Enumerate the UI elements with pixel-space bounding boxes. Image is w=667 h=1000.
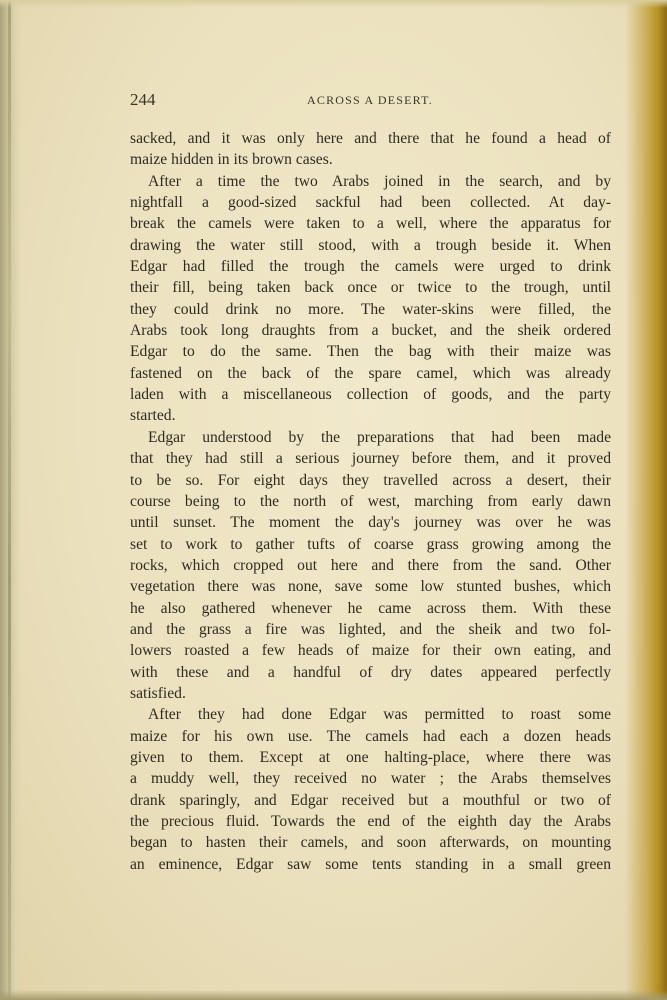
text-line: rocks, which cropped out here and there from the sand. Other [130,556,611,574]
page-number: 244 [130,90,156,109]
text-line: set to work to gather tufts of coarse grass growing among the [130,535,611,553]
text-line: nightfall a good-sized sackful had been collected. At day- [130,194,611,212]
text-line: that they had still a serious journey before them, and it proved [130,450,611,468]
text-line: sacked, and it was only here and there that he found a head of [130,130,611,147]
text-line: a muddy well, they received no water ; the Arabs themselves [130,770,611,788]
page-bottom-edge [0,990,667,1000]
page-header [130,90,610,114]
text-line: Edgar had filled the trough the camels were urged to drink [130,258,611,276]
text-line: drank sparingly, and Edgar received but a mouthful or two of [130,791,611,809]
text-line: the precious fluid. Towards the end of the eighth day the Arabs [130,813,611,830]
text-line: their fill, being taken back once or twice to the trough, until [130,279,611,297]
text-line: After they had done Edgar was permitted to roast some [148,706,611,724]
running-head: ACROSS A DESERT. [307,93,433,107]
text-line: vegetation there was none, save some low stunted bushes, which [130,578,611,596]
text-line: they could drink no more. The water-skins were filled, the [130,300,611,318]
text-line: began to hasten their camels, and soon afterwards, on mounting [130,834,611,852]
page-edge-stain [625,0,667,1000]
text-line: course being to the north of west, marching from early dawn [130,492,611,510]
binding-edge [8,0,11,1000]
text-line: Edgar to do the same. Then the bag with their maize was [130,343,611,361]
text-line: lowers roasted a few heads of maize for their own eating, and [130,642,611,660]
text-line: maize for his own use. The camels had each a dozen heads [130,727,611,745]
text-line: drawing the water still stood, with a trough beside it. When [130,236,611,254]
text-line: given to them. Except at one halting-place, where there was [130,748,611,766]
text-line: and the grass a fire was lighted, and the sheik and two fol- [130,620,611,638]
text-line: After a time the two Arabs joined in the search, and by [148,172,611,190]
text-line: maize hidden in its brown cases. [130,151,333,169]
text-line: an eminence, Edgar saw some tents standing in a small green [130,855,611,873]
text-line: Arabs took long draughts from a bucket, and the sheik ordered [130,322,611,340]
text-line: until sunset. The moment the day's journey was over he was [130,514,611,532]
text-line: laden with a miscellaneous collection of goods, and the party [130,386,611,404]
text-line: with these and a handful of dry dates appeared perfectly [130,663,611,681]
page-top-edge [0,0,667,8]
text-line: fastened on the back of the spare camel, which was already [130,364,611,382]
text-line: to be so. For eight days they travelled across a desert, their [130,471,611,489]
text-line: satisfied. [130,684,186,702]
text-line: started. [130,407,176,425]
text-line: Edgar understood by the preparations that had been made [148,428,611,446]
body-text [130,128,611,875]
binding-shadow [0,0,22,1000]
text-line: he also gathered whenever he came across them. With these [130,599,611,617]
text-line: break the camels were taken to a well, where the apparatus for [130,215,611,233]
